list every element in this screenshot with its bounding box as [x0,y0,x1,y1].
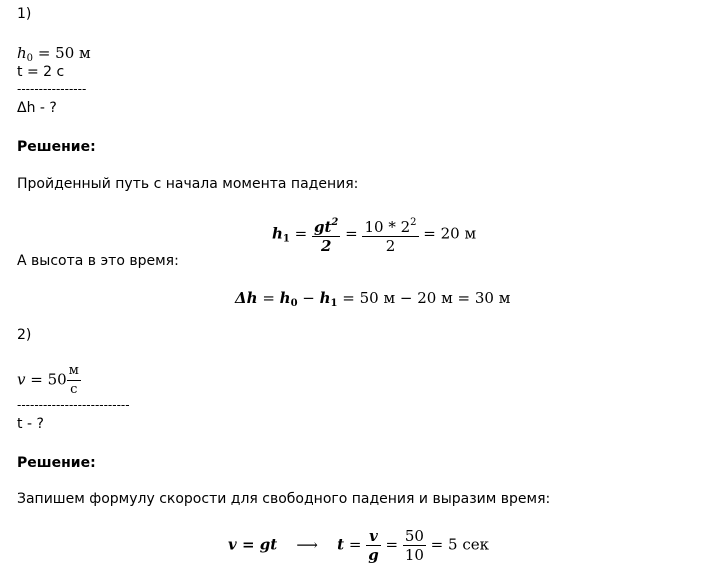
solution-label-2: Решение: [17,455,96,471]
minus-sign: − [297,289,320,307]
result-20m: = 20 м [418,224,477,243]
equals-sign: = [340,224,363,243]
text-height: А высота в это время: [17,253,179,269]
v-equals-gt: v = gt [228,535,278,554]
equals-sign: = [289,224,312,243]
given-h0 [17,44,91,64]
fraction-50-over-10 [403,527,426,564]
h1-subscript: 1 [282,233,290,245]
v-value: = 50 [25,370,67,389]
fraction-denominator: 10 [404,546,424,564]
fraction-numerator: 50 [404,527,424,545]
fraction-denominator: 2 [362,236,418,255]
solution-label-1: Решение: [17,139,96,155]
given-t: t = 2 с [17,64,65,80]
part2-number: 2) [17,327,32,343]
t-variable: t [337,535,345,554]
h0-variable: h [17,44,27,62]
h1-subscript: 1 [330,298,338,309]
numerator-10x2: 10 * 2 [364,218,411,236]
equals-sign: = [344,535,367,554]
equation-delta-h [235,289,510,309]
text-path: Пройденный путь с начала момента падения: [17,176,359,192]
delta-h-variable: Δh [235,289,258,307]
question-delta-h: Δh - ? [17,100,57,116]
fraction-10x2sq-over-2 [362,214,418,255]
part1-number: 1) [17,6,32,22]
fraction-numerator [312,214,340,236]
fraction-numerator: v [369,527,378,545]
given-separator: ---------------- [17,82,87,96]
h0-subscript: 0 [290,298,298,309]
h1-variable: h [319,289,331,307]
fraction-gt2-over-2 [312,214,340,255]
equals-sign: = [380,535,403,554]
result-30m: = 50 м − 20 м = 30 м [337,289,511,307]
given-separator: -------------------------- [17,398,130,412]
fraction-numerator [362,214,418,236]
h1-variable: h [272,224,283,243]
question-t: t - ? [17,416,44,432]
fraction-m-over-s [67,362,81,399]
equals-sign: = [257,289,280,307]
numerator-gt: gt [313,218,332,236]
unit-denominator: с [67,380,81,399]
v-variable: v [17,370,26,389]
given-v [17,362,81,399]
arrow-icon: ⟶ [296,535,318,554]
fraction-denominator: 2 [312,236,340,255]
equation-h1 [272,214,476,255]
h0-subscript: 0 [26,53,34,64]
equation-time [228,527,489,564]
fraction-denominator: g [368,546,379,564]
h0-value: = 50 м [33,44,91,62]
fraction-v-over-g [366,527,381,564]
numerator-exponent: 2 [410,217,417,228]
h0-variable: h [279,289,291,307]
result-5-sec: = 5 сек [425,535,489,554]
text-formula: Запишем формулу скорости для свободного падения и выразим время: [17,491,551,507]
unit-numerator: м [68,363,79,378]
numerator-exponent: 2 [331,217,339,228]
